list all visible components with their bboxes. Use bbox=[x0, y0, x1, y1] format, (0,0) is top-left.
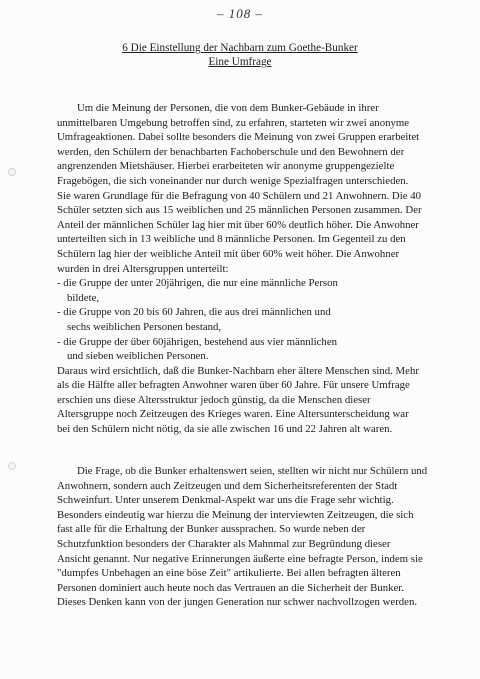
text-line: Die Frage, ob die Bunker erhaltenswert seien, stellten wir nicht nur Schülern und bbox=[77, 465, 428, 477]
section-heading bbox=[0, 41, 480, 69]
paragraph-survey-method bbox=[57, 101, 457, 437]
punch-hole-mark bbox=[8, 462, 16, 470]
text-line: als die Hälfte aller befragten Anwohner waren über 60 Jahre. Für unsere Umfrage bbox=[57, 379, 410, 392]
text-line: Anteil der männlichen Schüler lag hier mit über 60% deutlich höher. Die Anwohner bbox=[57, 218, 419, 231]
text-line: Personen dominiert auch heute noch das Vertrauen an die Sicherheit der Bunker. bbox=[57, 581, 404, 594]
text-line: Besonders eindeutig war hierzu die Meinung der interviewten Zeitzeugen, die sich bbox=[57, 508, 414, 521]
text-line: Schutzfunktion besonders der Charakter als Mahnmal zur Begründung dieser bbox=[57, 537, 391, 550]
text-line: Schweinfurt. Unter unserem Denkmal-Aspekt war uns die Frage sehr wichtig. bbox=[57, 494, 394, 507]
text-line: Altersgruppe noch Zeitzeugen des Krieges waren. Eine Altersunterscheidung war bbox=[57, 408, 409, 421]
text-line: bei den Schülern nicht nötig, da sie alle zwischen 16 und 22 Jahren alt waren. bbox=[57, 423, 393, 436]
text-line: wurden in drei Altersgruppen unterteilt: bbox=[57, 262, 229, 275]
text-line: Daraus wird ersichtlich, daß die Bunker-Nachbarn eher ältere Menschen sind. Mehr bbox=[57, 364, 419, 377]
text-line: Schülern lag hier der weibliche Anteil mit über 60% weit höher. Die Anwohner bbox=[57, 247, 400, 260]
paragraph-preservation-question bbox=[57, 464, 457, 610]
text-line: Anwohnern, sondern auch Zeitzeugen und dem Sicherheitsreferenten der Stadt bbox=[57, 479, 398, 492]
list-item-line: und sieben weiblichen Personen. bbox=[67, 350, 209, 363]
text-line: Sie waren Grundlage für die Befragung von 40 Schülern und 21 Anwohnern. Die 40 bbox=[57, 189, 422, 202]
list-item-line: - die Gruppe der über 60jährigen, bestehend aus vier männlichen bbox=[57, 335, 338, 348]
section-title: 6 Die Einstellung der Nachbarn zum Goethe-Bunker bbox=[122, 42, 358, 54]
list-item-line: - die Gruppe von 20 bis 60 Jahren, die aus drei männlichen und bbox=[57, 306, 331, 319]
page-number: – 108 – bbox=[217, 6, 263, 21]
text-line: Ansicht genannt. Nur negative Erinnerungen äußerte eine befragte Person, indem sie bbox=[57, 552, 423, 565]
punch-hole-mark bbox=[8, 168, 16, 176]
text-line: fast alle für die Erhaltung der Bunker aussprachen. So wurde neben der bbox=[57, 523, 366, 536]
text-line: werden, den Schülern der benachbarten Fachoberschule und den Bewohnern der bbox=[57, 145, 405, 158]
text-line: Schüler setzten sich aus 15 weiblichen und 25 männlichen Personen zusammen. Der bbox=[57, 204, 422, 217]
text-line: angrenzenden Mietshäuser. Hierbei erarbeiteten wir anonyme gruppengezielte bbox=[57, 160, 395, 173]
text-line: Um die Meinung der Personen, die von dem Bunker-Gebäude in ihrer bbox=[77, 102, 379, 114]
section-subtitle: Eine Umfrage bbox=[208, 56, 272, 68]
text-line: Dieses Denken kann von der jungen Generation nur schwer nachvollzogen werden. bbox=[57, 596, 418, 609]
text-line: erschien uns diese Altersstruktur jedoch günstig, da die Menschen dieser bbox=[57, 393, 371, 406]
list-item-line: sechs weiblichen Personen bestand, bbox=[67, 320, 222, 333]
text-line: Fragebögen, die sich voneinander nur durch wenige Spezialfragen unterschieden. bbox=[57, 174, 409, 187]
list-item-line: - die Gruppe der unter 20jährigen, die nur eine männliche Person bbox=[57, 277, 338, 290]
list-item-line: bildete, bbox=[67, 291, 100, 304]
text-line: unterteilten sich in 13 weibliche und 8 männliche Personen. Im Gegenteil zu den bbox=[57, 233, 406, 246]
text-line: Umfrageaktionen. Dabei sollte besonders die Meinung von zwei Gruppen erarbeitet bbox=[57, 131, 420, 144]
text-line: unmittelbaren Umgebung betroffen sind, zu erfahren, starteten wir zwei anonyme bbox=[57, 116, 410, 129]
text-line: "dumpfes Unbehagen an eine böse Zeit" artikulierte. Bei allen befragten älteren bbox=[57, 567, 401, 580]
